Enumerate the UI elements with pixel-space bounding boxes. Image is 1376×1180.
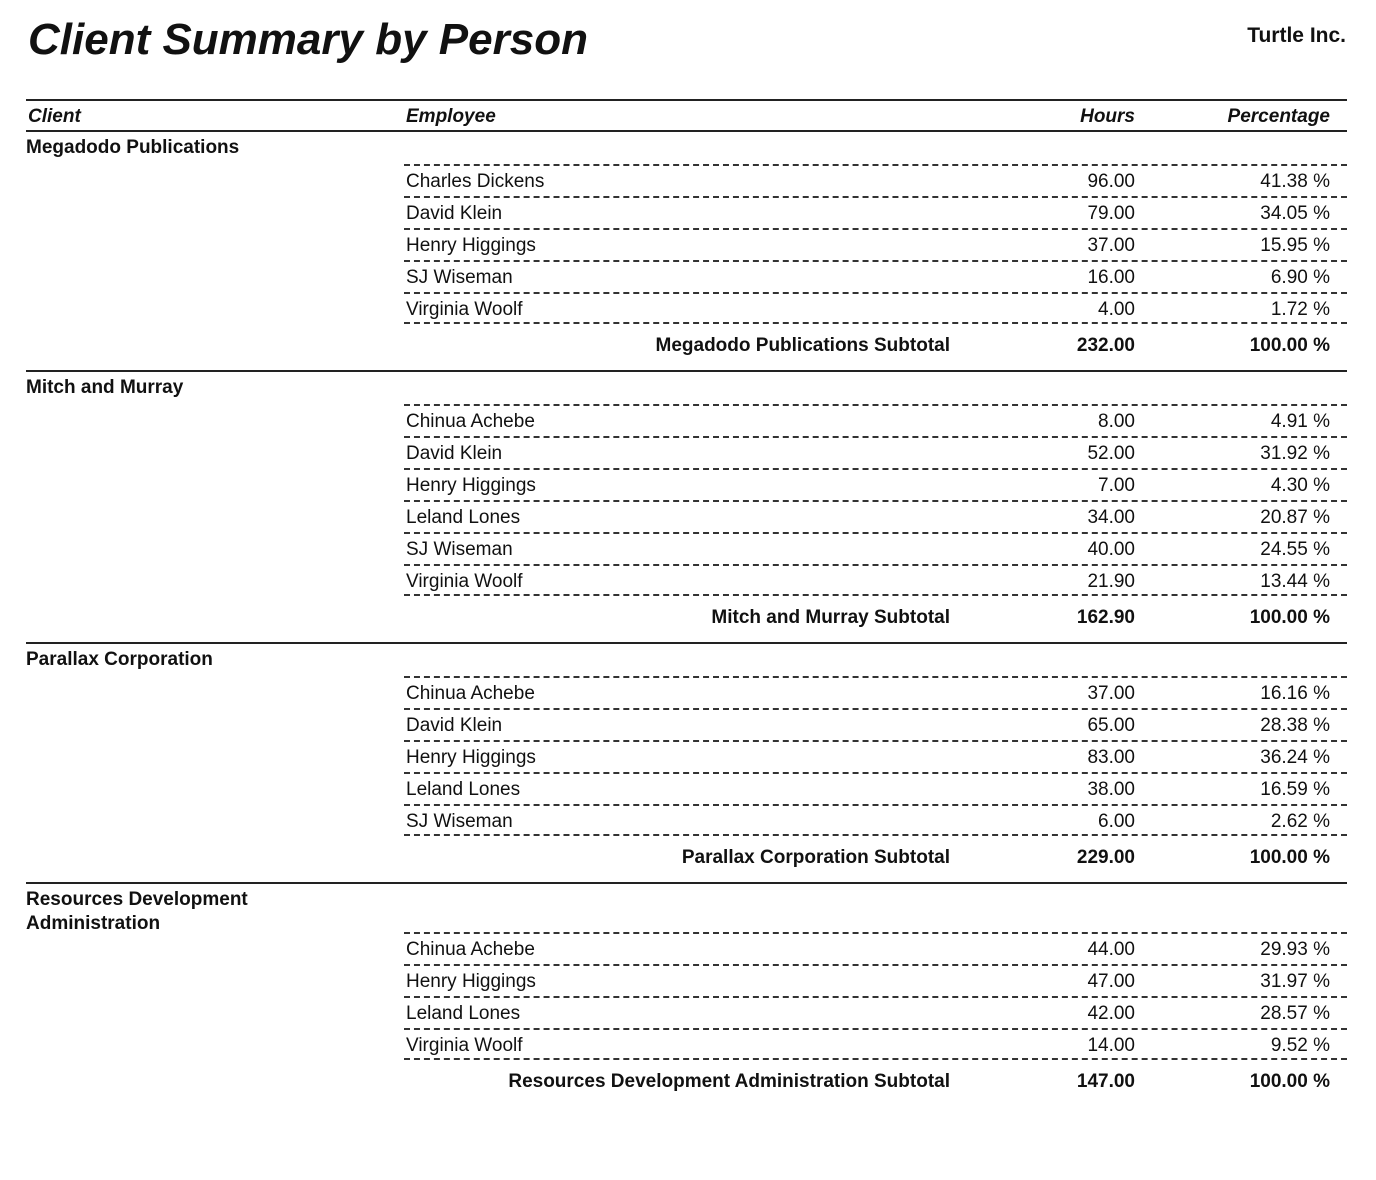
employee-name: Virginia Woolf bbox=[406, 1035, 523, 1056]
employee-name: SJ Wiseman bbox=[406, 811, 513, 832]
table-row bbox=[404, 164, 1347, 196]
employee-rows bbox=[26, 404, 1347, 596]
employee-name: SJ Wiseman bbox=[406, 267, 513, 288]
subtotal-row bbox=[26, 1060, 1347, 1106]
percentage-value: 24.55 % bbox=[1260, 539, 1330, 560]
employee-name: Henry Higgings bbox=[406, 971, 536, 992]
subtotal-percentage: 100.00 % bbox=[1249, 335, 1330, 356]
employee-name: David Klein bbox=[406, 203, 503, 224]
percentage-value: 6.90 % bbox=[1270, 267, 1330, 288]
column-header-percentage: Percentage bbox=[1227, 106, 1330, 127]
percentage-value: 15.95 % bbox=[1260, 235, 1330, 256]
hours-value: 37.00 bbox=[1087, 235, 1135, 256]
table-row bbox=[404, 932, 1347, 964]
subtotal-hours: 229.00 bbox=[1076, 847, 1135, 868]
percentage-value: 28.57 % bbox=[1260, 1003, 1330, 1024]
subtotal-percentage: 100.00 % bbox=[1249, 847, 1330, 868]
employee-name: Leland Lones bbox=[406, 779, 521, 800]
table-row bbox=[404, 676, 1347, 708]
client-name: Resources Development Administration bbox=[26, 889, 248, 934]
employee-name: Leland Lones bbox=[406, 507, 521, 528]
hours-value: 6.00 bbox=[1098, 811, 1135, 832]
table-row bbox=[404, 436, 1347, 468]
subtotal-label: Mitch and Murray Subtotal bbox=[711, 607, 950, 628]
report-body bbox=[26, 132, 1347, 1106]
employee-name: Henry Higgings bbox=[406, 475, 536, 496]
client-name: Megadodo Publications bbox=[26, 137, 240, 158]
employee-name: David Klein bbox=[406, 715, 503, 736]
employee-name: Leland Lones bbox=[406, 1003, 521, 1024]
employee-name: David Klein bbox=[406, 443, 503, 464]
percentage-value: 31.92 % bbox=[1260, 443, 1330, 464]
subtotal-row bbox=[26, 324, 1347, 370]
table-row bbox=[404, 740, 1347, 772]
table-row bbox=[404, 996, 1347, 1028]
hours-value: 44.00 bbox=[1087, 939, 1135, 960]
percentage-value: 20.87 % bbox=[1260, 507, 1330, 528]
client-group bbox=[26, 642, 1347, 882]
hours-value: 79.00 bbox=[1087, 203, 1135, 224]
percentage-value: 13.44 % bbox=[1260, 571, 1330, 592]
table-row bbox=[404, 964, 1347, 996]
client-group bbox=[26, 132, 1347, 370]
employee-name: Chinua Achebe bbox=[406, 939, 535, 960]
hours-value: 47.00 bbox=[1087, 971, 1135, 992]
percentage-value: 4.91 % bbox=[1270, 411, 1330, 432]
percentage-value: 4.30 % bbox=[1270, 475, 1330, 496]
hours-value: 40.00 bbox=[1087, 539, 1135, 560]
hours-value: 4.00 bbox=[1098, 299, 1135, 320]
employee-name: Henry Higgings bbox=[406, 235, 536, 256]
percentage-value: 16.16 % bbox=[1260, 683, 1330, 704]
employee-name: Virginia Woolf bbox=[406, 299, 523, 320]
table-row bbox=[404, 228, 1347, 260]
percentage-value: 28.38 % bbox=[1260, 715, 1330, 736]
report-title: Client Summary by Person bbox=[28, 15, 588, 64]
employee-rows bbox=[26, 164, 1347, 324]
percentage-value: 2.62 % bbox=[1270, 811, 1330, 832]
hours-value: 96.00 bbox=[1087, 171, 1135, 192]
subtotal-label: Parallax Corporation Subtotal bbox=[681, 847, 950, 868]
employee-name: Charles Dickens bbox=[406, 171, 545, 192]
subtotal-percentage: 100.00 % bbox=[1249, 607, 1330, 628]
table-row bbox=[404, 468, 1347, 500]
table-row bbox=[404, 1028, 1347, 1060]
hours-value: 37.00 bbox=[1087, 683, 1135, 704]
employee-name: Henry Higgings bbox=[406, 747, 536, 768]
hours-value: 21.90 bbox=[1087, 571, 1135, 592]
column-header-client: Client bbox=[28, 106, 81, 127]
hours-value: 16.00 bbox=[1087, 267, 1135, 288]
hours-value: 7.00 bbox=[1098, 475, 1135, 496]
employee-name: Virginia Woolf bbox=[406, 571, 523, 592]
hours-value: 83.00 bbox=[1087, 747, 1135, 768]
table-row bbox=[404, 804, 1347, 836]
percentage-value: 36.24 % bbox=[1260, 747, 1330, 768]
table-row bbox=[404, 404, 1347, 436]
hours-value: 34.00 bbox=[1087, 507, 1135, 528]
subtotal-row bbox=[26, 836, 1347, 882]
hours-value: 65.00 bbox=[1087, 715, 1135, 736]
subtotal-label: Megadodo Publications Subtotal bbox=[655, 335, 950, 356]
table-row bbox=[404, 708, 1347, 740]
hours-value: 42.00 bbox=[1087, 1003, 1135, 1024]
client-name: Mitch and Murray bbox=[26, 377, 184, 398]
table-row bbox=[404, 532, 1347, 564]
client-group bbox=[26, 882, 1347, 1106]
table-row bbox=[404, 260, 1347, 292]
table-row bbox=[404, 772, 1347, 804]
percentage-value: 29.93 % bbox=[1260, 939, 1330, 960]
table-row bbox=[404, 500, 1347, 532]
subtotal-hours: 232.00 bbox=[1076, 335, 1135, 356]
hours-value: 38.00 bbox=[1087, 779, 1135, 800]
employee-rows bbox=[26, 676, 1347, 836]
subtotal-row bbox=[26, 596, 1347, 642]
table-row bbox=[404, 564, 1347, 596]
percentage-value: 34.05 % bbox=[1260, 203, 1330, 224]
table-row bbox=[404, 196, 1347, 228]
column-header-row bbox=[26, 99, 1347, 132]
percentage-value: 31.97 % bbox=[1260, 971, 1330, 992]
hours-value: 8.00 bbox=[1098, 411, 1135, 432]
employee-rows bbox=[26, 932, 1347, 1060]
column-header-employee: Employee bbox=[406, 106, 496, 127]
client-group bbox=[26, 370, 1347, 642]
subtotal-label: Resources Development Administration Subtotal bbox=[508, 1071, 950, 1092]
hours-value: 52.00 bbox=[1087, 443, 1135, 464]
percentage-value: 9.52 % bbox=[1270, 1035, 1330, 1056]
client-name: Parallax Corporation bbox=[26, 649, 213, 670]
employee-name: Chinua Achebe bbox=[406, 683, 535, 704]
hours-value: 14.00 bbox=[1087, 1035, 1135, 1056]
company-name: Turtle Inc. bbox=[1247, 24, 1346, 47]
subtotal-percentage: 100.00 % bbox=[1249, 1071, 1330, 1092]
subtotal-hours: 162.90 bbox=[1076, 607, 1135, 628]
percentage-value: 16.59 % bbox=[1260, 779, 1330, 800]
subtotal-hours: 147.00 bbox=[1076, 1071, 1135, 1092]
percentage-value: 41.38 % bbox=[1260, 171, 1330, 192]
table-row bbox=[404, 292, 1347, 324]
employee-name: Chinua Achebe bbox=[406, 411, 535, 432]
employee-name: SJ Wiseman bbox=[406, 539, 513, 560]
percentage-value: 1.72 % bbox=[1270, 299, 1330, 320]
column-header-hours: Hours bbox=[1080, 106, 1135, 127]
